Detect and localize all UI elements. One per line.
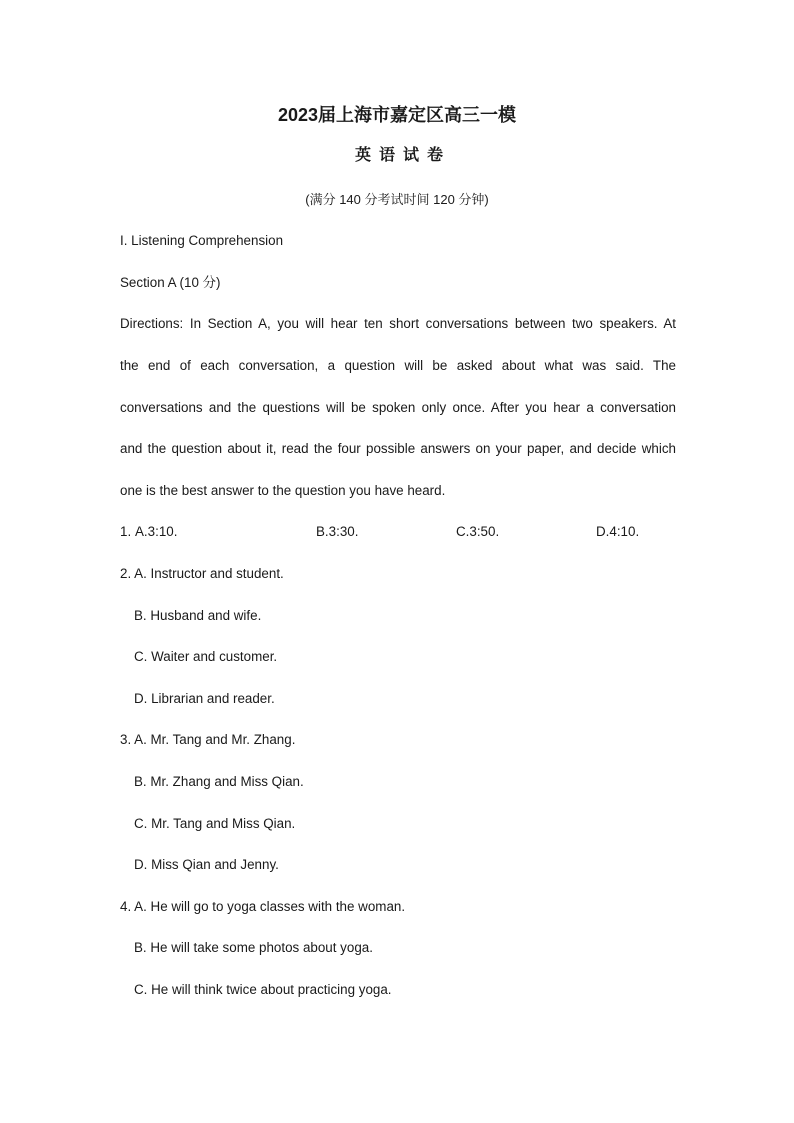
exam-title: 2023届上海市嘉定区高三一模	[277, 105, 517, 125]
directions-line-2: the end of each conversation, a question will be asked about what was said. The	[120, 358, 676, 373]
question-1-option-b: B.3:30.	[316, 524, 359, 539]
exam-subtitle: 英语试卷	[354, 147, 451, 164]
question-4-option-c: C. He will think twice about practicing yoga.	[134, 982, 392, 997]
directions-line-5: one is the best answer to the question you have heard.	[120, 483, 446, 498]
question-2-option-a: 2. A. Instructor and student.	[120, 566, 284, 581]
question-2-option-c: C. Waiter and customer.	[134, 649, 278, 664]
directions-text-1: In Section A, you will hear ten short conversations between two speakers. At	[183, 316, 676, 331]
question-2-option-b: B. Husband and wife.	[134, 608, 262, 623]
directions-label: Directions:	[120, 316, 184, 331]
part-heading: I. Listening Comprehension	[120, 233, 284, 248]
question-2-option-d: D. Librarian and reader.	[134, 691, 275, 706]
question-1-option-d: D.4:10.	[596, 524, 640, 539]
question-3-option-b: B. Mr. Zhang and Miss Qian.	[134, 774, 304, 789]
question-4-option-a: 4. A. He will go to yoga classes with the woman.	[120, 899, 406, 914]
directions-line-4: and the question about it, read the four possible answers on your paper, and decide which	[120, 441, 676, 456]
question-3-option-d: D. Miss Qian and Jenny.	[134, 857, 279, 872]
exam-meta: (满分 140 分考试时间 120 分钟)	[305, 192, 489, 207]
directions-line-3: conversations and the questions will be spoken only once. After you hear a conversation	[120, 400, 676, 415]
question-4-option-b: B. He will take some photos about yoga.	[134, 940, 373, 955]
section-heading: Section A (10 分)	[120, 275, 221, 290]
question-1-number: 1.	[120, 524, 132, 539]
question-3-option-a: 3. A. Mr. Tang and Mr. Zhang.	[120, 732, 296, 747]
question-3-option-c: C. Mr. Tang and Miss Qian.	[134, 816, 296, 831]
question-1-option-c: C.3:50.	[456, 524, 500, 539]
directions-line-1	[120, 314, 676, 334]
question-1-option-a: A.3:10.	[135, 524, 178, 539]
